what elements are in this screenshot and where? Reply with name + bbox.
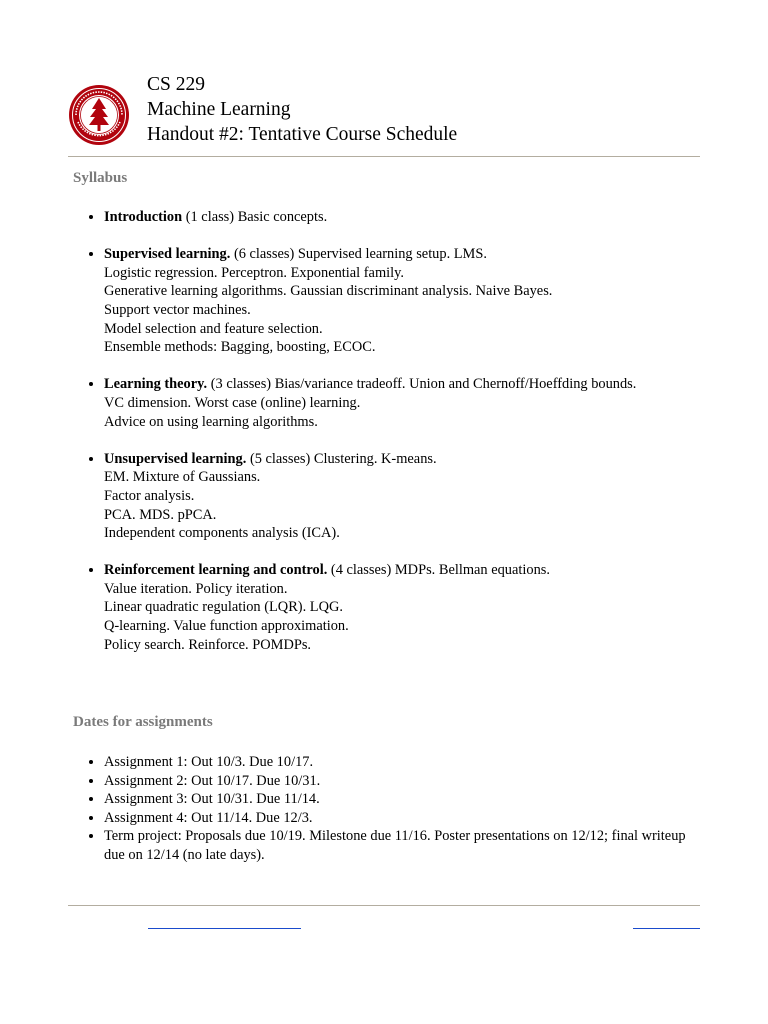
topic-line: VC dimension. Worst case (online) learning. [104,394,361,411]
title-block [147,72,457,147]
topic-class-count: (6 classes) [233,246,295,263]
topic-line: EM. Mixture of Gaussians. [104,469,261,486]
topic-class-count: (3 classes) [210,376,272,393]
topic-line: Linear quadratic regulation (LQR). LQG. [104,599,343,616]
handout-title: Handout #2: Tentative Course Schedule [147,124,458,145]
topic-line: Advice on using learning algorithms. [104,413,318,430]
topic-line: Independent components analysis (ICA). [104,525,340,542]
topic-class-count: (1 class) [185,209,235,225]
syllabus-list [88,208,704,673]
topic-line: MDPs. Bellman equations. [394,562,550,579]
syllabus-topic [104,375,704,431]
course-code: CS 229 [147,74,205,95]
topic-line: PCA. MDS. pPCA. [104,506,217,523]
stanford-seal-icon [68,84,130,146]
footer-divider [68,905,700,906]
syllabus-heading: Syllabus [73,170,128,186]
topic-name: Unsupervised learning. [104,450,247,467]
topic-class-count: (4 classes) [330,562,392,579]
topic-line: Support vector machines. [104,301,251,318]
topic-line: Factor analysis. [104,487,195,504]
topic-line: Supervised learning setup. LMS. [297,246,487,263]
header-divider [68,156,700,157]
topic-line: Value iteration. Policy iteration. [104,580,288,597]
syllabus-topic [104,450,704,543]
course-name: Machine Learning [147,99,291,120]
syllabus-topic [104,245,704,357]
footer-link-right[interactable] [633,928,700,929]
assignment-item: • Assignment 4: Out 11/14. Due 12/3. [104,809,704,828]
assignment-item: • Term project: Proposals due 10/19. Milestone due 11/16. Poster presentations on 12/12; final writeup due on 12/14 (no late days). [104,827,704,864]
topic-line: Q-learning. Value function approximation. [104,618,349,635]
topic-line: Basic concepts. [237,209,328,225]
topic-name: Learning theory. [104,376,208,393]
topic-class-count: (5 classes) [249,450,311,467]
topic-name: Introduction [104,209,183,225]
topic-line: Logistic regression. Perceptron. Exponential family. [104,264,404,281]
assignments-list [88,753,704,865]
footer-link-left[interactable] [148,928,301,929]
topic-line: Bias/variance tradeoff. Union and Chernoff/Hoeffding bounds. [274,376,637,393]
topic-name: Supervised learning. [104,246,231,263]
topic-line: Ensemble methods: Bagging, boosting, ECOC. [104,339,376,356]
assignment-item: • Assignment 3: Out 10/31. Due 11/14. [104,790,704,809]
syllabus-topic [104,561,704,654]
assignments-heading: Dates for assignments [73,714,213,730]
assignment-item: • Assignment 2: Out 10/17. Due 10/31. [104,772,704,791]
topic-line: Model selection and feature selection. [104,320,323,337]
topic-line: Generative learning algorithms. Gaussian discriminant analysis. Naive Bayes. [104,283,553,300]
topic-line: Policy search. Reinforce. POMDPs. [104,636,312,653]
topic-name: Reinforcement learning and control. [104,562,328,579]
topic-line: Clustering. K-means. [313,450,437,467]
assignment-item: • Assignment 1: Out 10/3. Due 10/17. [104,753,704,772]
syllabus-topic [104,208,704,227]
document-header [68,72,700,152]
